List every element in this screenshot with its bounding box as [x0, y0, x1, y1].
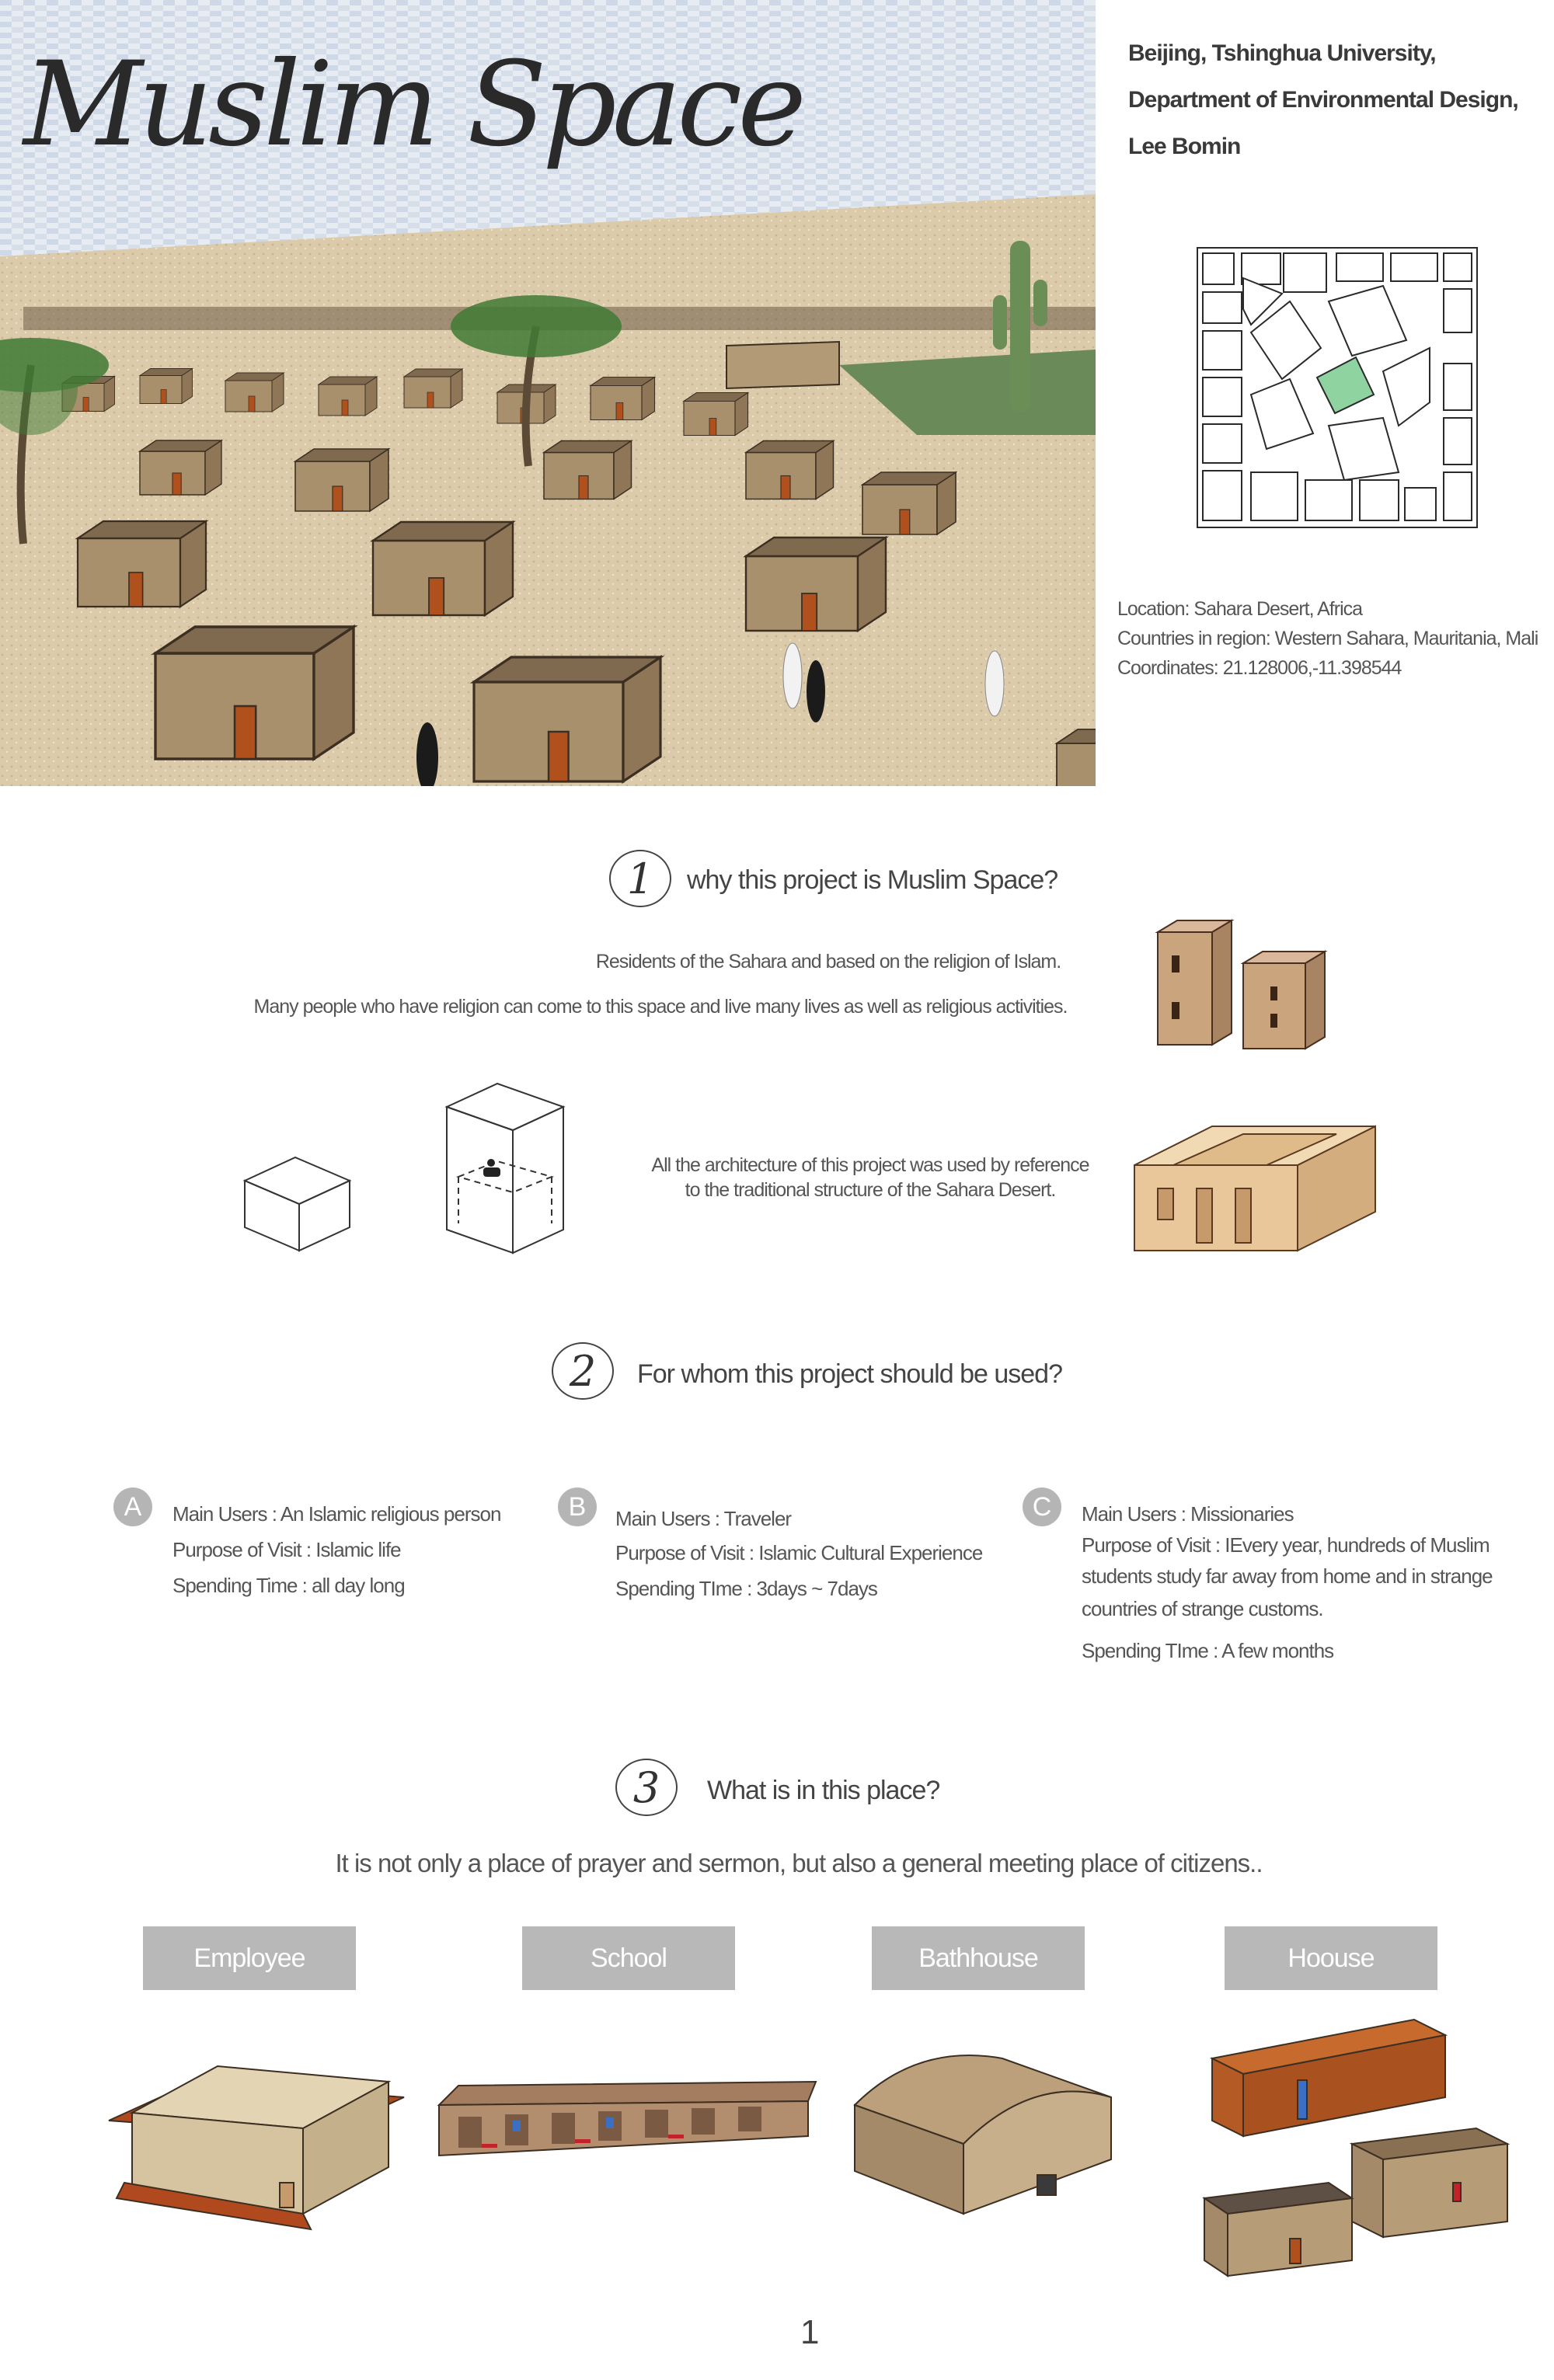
user-group-a-badge: A — [113, 1488, 152, 1526]
group-b-spending-time: Spending TIme : 3days ~ 7days — [615, 1577, 877, 1600]
location-text: Location: Sahara Desert, Africa — [1117, 598, 1363, 620]
countries-text: Countries in region: Western Sahara, Mauritania, Mali — [1117, 628, 1538, 649]
group-c-purpose-cont1: students study far away from home and in strange — [1082, 1564, 1493, 1588]
group-a-spending-time: Spending Time : all day long — [172, 1574, 405, 1597]
page-number: 1 — [800, 2313, 820, 2351]
school-building-model — [435, 2058, 824, 2183]
group-c-purpose: Purpose of Visit : IEvery year, hundreds of Muslim — [1082, 1533, 1490, 1557]
institution-line1: Beijing, Tshinghua University, — [1128, 40, 1436, 66]
group-c-spending-time: Spending TIme : A few months — [1082, 1639, 1334, 1662]
section1-number: 1 — [609, 850, 671, 907]
prayer-space-diagram — [443, 1076, 567, 1254]
group-c-purpose-cont2: countries of strange customs. — [1082, 1597, 1323, 1620]
group-a-main-users: Main Users : An Islamic religious person — [172, 1502, 501, 1526]
bathhouse-building-model — [847, 2035, 1127, 2222]
house-building-models — [1197, 2012, 1538, 2284]
category-school: School — [522, 1926, 735, 1990]
user-group-c-badge: C — [1023, 1488, 1061, 1526]
category-house: Hoouse — [1225, 1926, 1437, 1990]
section3-title: What is in this place? — [707, 1776, 940, 1805]
courtyard-section-illustration — [1127, 1103, 1383, 1258]
institution-line2: Department of Environmental Design, — [1128, 87, 1518, 113]
coordinates-text: Coordinates: 21.128006,-11.398544 — [1117, 657, 1402, 679]
user-group-b-badge: B — [558, 1488, 597, 1526]
section3-subtitle: It is not only a place of prayer and sermon, but also a general meeting place of citizens.. — [335, 1849, 1263, 1877]
section2-number: 2 — [552, 1342, 614, 1400]
traditional-towers-illustration — [1119, 901, 1375, 1056]
author-name: Lee Bomin — [1128, 134, 1241, 159]
employee-building-model — [101, 2051, 412, 2237]
category-employee: Employee — [143, 1926, 356, 1990]
group-a-purpose: Purpose of Visit : Islamic life — [172, 1538, 401, 1561]
section2-title: For whom this project should be used? — [637, 1359, 1062, 1389]
group-c-main-users: Main Users : Missionaries — [1082, 1502, 1294, 1526]
section3-number: 3 — [615, 1759, 678, 1816]
project-title: Muslim Space — [23, 37, 803, 172]
section1-title: why this project is Muslim Space? — [687, 865, 1058, 895]
site-plan-diagram — [1197, 247, 1478, 528]
category-bathhouse: Bathhouse — [872, 1926, 1085, 1990]
group-b-purpose: Purpose of Visit : Islamic Cultural Experience — [615, 1541, 983, 1564]
architecture-line2: to the traditional structure of the Sahara Desert. — [685, 1179, 1056, 1201]
section1-line2: Many people who have religion can come to this space and live many lives as well as religious activities. — [253, 996, 1068, 1018]
simple-cube-diagram — [241, 1150, 357, 1258]
group-b-main-users: Main Users : Traveler — [615, 1507, 792, 1530]
architecture-line1: All the architecture of this project was used by reference — [651, 1154, 1089, 1176]
section1-line1: Residents of the Sahara and based on the religion of Islam. — [595, 951, 1061, 973]
